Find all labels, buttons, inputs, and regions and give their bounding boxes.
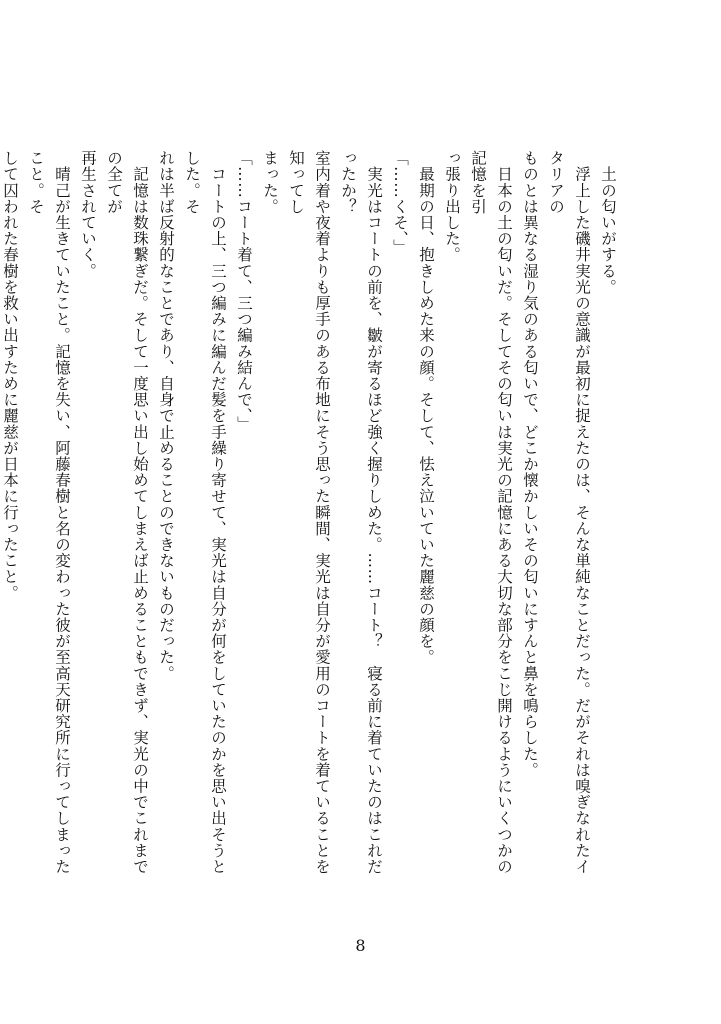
page-number: 8	[355, 936, 366, 955]
vertical-text-body	[1, 150, 621, 890]
text-line: っ張り出した。	[443, 150, 461, 263]
text-line: 浮上した磯井実光の意識が最初に捉えたのは、そんな単純なことだった。だがそれは嗅ぎなれたイタリアの	[547, 150, 591, 875]
text-line: 室内着や夜着よりも厚手のある布地にそう思った瞬間、実光は自分が愛用のコートを着ていることを知ってし	[287, 150, 331, 875]
text-line: 最期の日、抱きしめた来の顔。そして、怯え泣いていた麗慈の顔を。	[417, 150, 435, 666]
text-line: コートの上、三つ編みに編んだ髪を手繰り寄せて、実光は自分が何をしていたのかを思い出そうとした。そ	[183, 150, 227, 875]
text-line: 晴己が生きていたこと。記憶を失い、阿藤春樹と名の変わった彼が至高天研究所に行ってしまったこと。そ	[27, 150, 71, 875]
text-line: 「……くそ、」	[391, 150, 409, 255]
text-line: 記憶は数珠繋ぎだ。そして一度思い出し始めてしまえば止めることもできず、実光の中でこれまでの全てが	[105, 150, 149, 875]
text-line: 日本の土の匂いだ。そしてその匂いは実光の記憶にある大切な部分をこじ開けるようにいくつかの記憶を引	[469, 150, 513, 875]
text-line: 実光はコートの前を、皺が寄るほど強く握りしめた。……コート？ 寝る前に着ていたのはこれだったか？	[339, 150, 383, 875]
text-line: して囚われた春樹を救い出すために麗慈が日本に行ったこと。	[1, 150, 19, 601]
text-line: れは半ば反射的なことであり、自身で止めることのできないものだった。	[157, 150, 175, 682]
text-line: 再生されていく。	[79, 150, 97, 279]
text-line: 「……コート着て、三つ編み結んで、」	[235, 150, 253, 433]
text-line: ものとは異なる湿り気のある匂いで、どこか懐かしいその匂いにすんと鼻を鳴らした。	[521, 150, 539, 778]
text-line: まった。	[261, 150, 279, 215]
text-line: 土の匂いがする。	[599, 150, 617, 295]
